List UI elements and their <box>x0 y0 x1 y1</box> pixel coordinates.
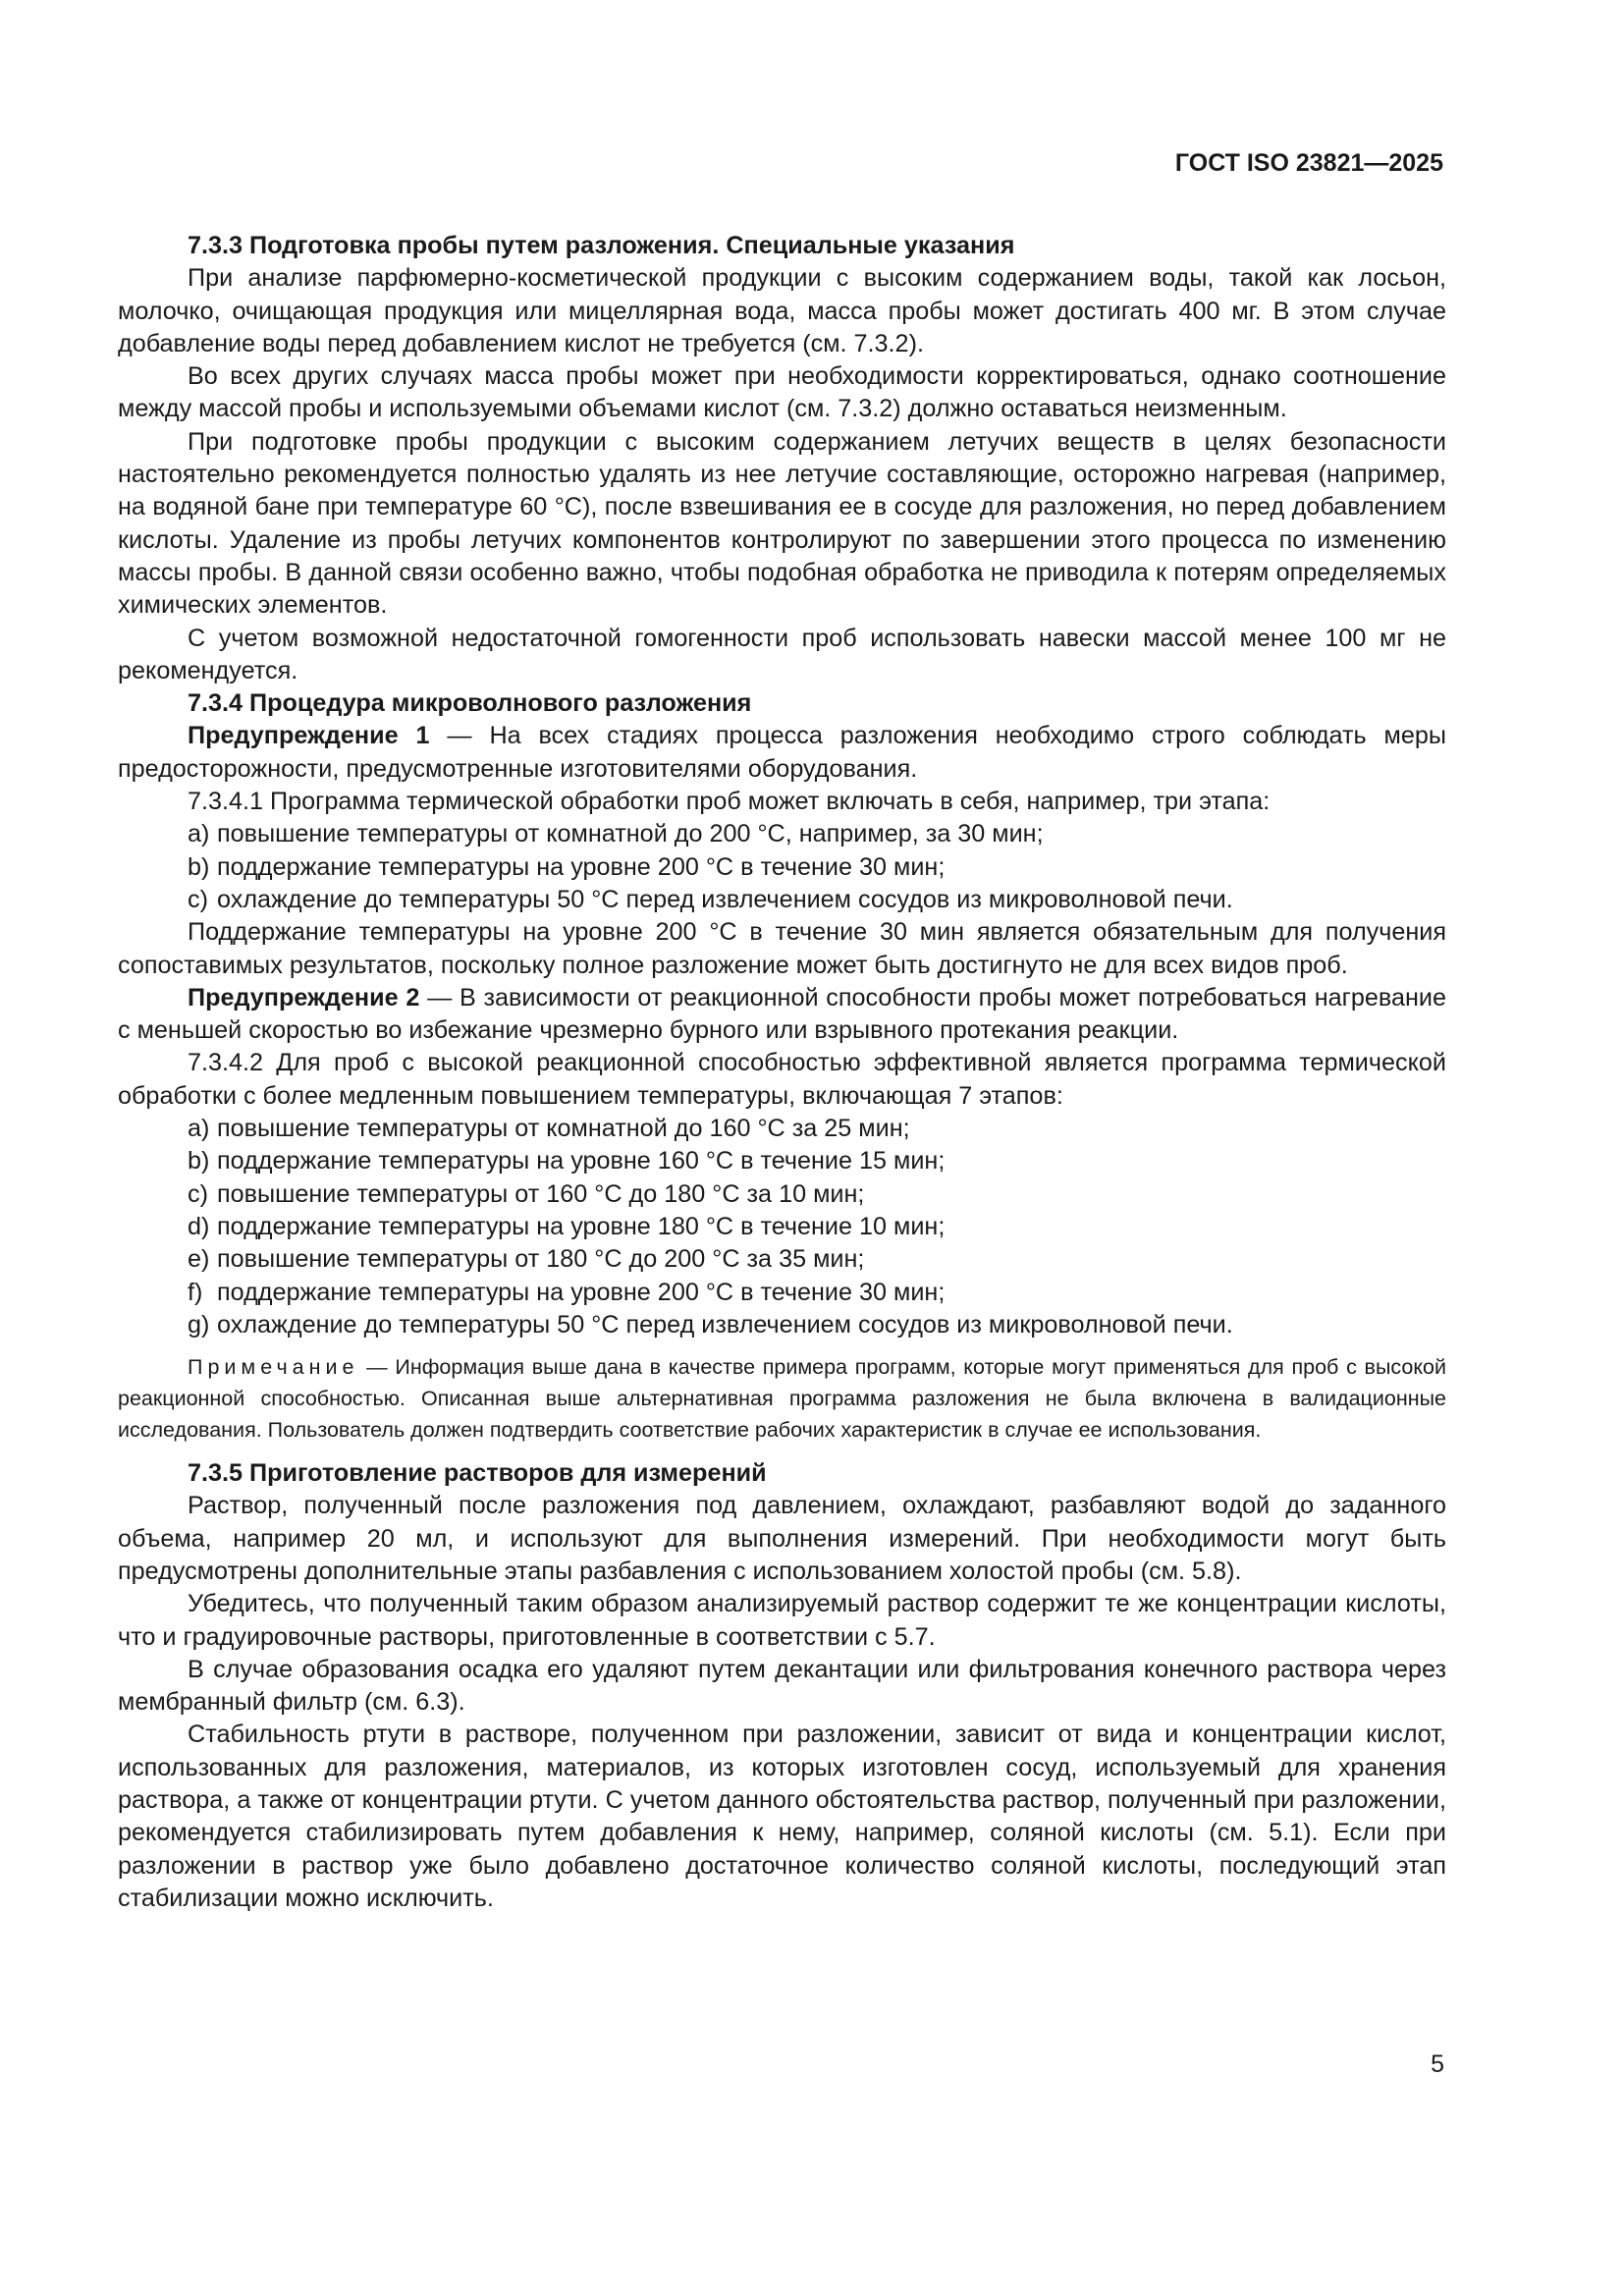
paragraph: Поддержание температуры на уровне 200 °C в течение 30 мин является обязательным для получения сопоставимых результатов, поскольку полное разложение может быть достигнуто не для всех видов проб. <box>118 918 1446 979</box>
warning-1 <box>118 720 1446 786</box>
list-item <box>118 884 1446 916</box>
list-item-text: поддержание температуры на уровне 180 °C в течение 10 мин; <box>217 1212 946 1240</box>
list-item-text: поддержание температуры на уровне 160 °C в течение 15 мин; <box>217 1147 946 1175</box>
paragraph: При анализе парфюмерно-косметической продукции с высоким содержанием воды, такой как лосьон, молочко, очищающая продукция или мицеллярная вода, масса пробы может достигать 400 мг. В этом случае добавление воды перед добавлением кислот не требуется (см. 7.3.2). <box>118 264 1446 357</box>
section-7-3-4-heading: 7.3.4 Процедура микроволнового разложения <box>188 689 752 718</box>
list-item <box>118 1309 1446 1341</box>
list-item-text: повышение температуры от 180 °C до 200 °C за 35 мин; <box>217 1245 865 1274</box>
section-7-3-5-heading: 7.3.5 Приготовление растворов для измерений <box>188 1459 767 1488</box>
list-item <box>118 1211 1446 1243</box>
program-list-2 <box>118 1113 1446 1341</box>
list-marker: c) <box>188 885 208 913</box>
paragraph: Во всех других случаях масса пробы может при необходимости корректироваться, однако соотношение между массой пробы и используемыми объемами кислот (см. 7.3.2) должно оставаться неизменным. <box>118 362 1446 423</box>
list-marker: b) <box>188 1147 210 1175</box>
paragraph: Стабильность ртути в растворе, полученном при разложении, зависит от вида и концентрации кислот, использованных для разложения, материалов, из которых изготовлен сосуд, используемый для хранения раствора, а также от концентрации ртути. С учетом данного обстоятельства раствор, полученный при разложении, рекомендуется стабилизировать путем добавления к нему, например, соляной кислоты (см. 5.1). Если при разложении в раствор уже было добавлено достаточное количество соляной кислоты, последующий этап стабилизации можно исключить. <box>118 1721 1446 1912</box>
list-item-text: охлаждение до температуры 50 °C перед извлечением сосудов из микроволновой печи. <box>217 1310 1233 1339</box>
list-item <box>118 1277 1446 1309</box>
warning-1-text: — На всех стадиях процесса разложения необходимо строго соблюдать меры предосторожности, предусмотренные изготовителями оборудования. <box>118 722 1446 783</box>
list-marker: c) <box>188 1179 208 1208</box>
list-marker: a) <box>188 820 210 848</box>
list-marker: g) <box>188 1310 210 1339</box>
list-marker: b) <box>188 852 210 881</box>
program-list-1 <box>118 818 1446 916</box>
list-item-text: повышение температуры от комнатной до 200 °C, например, за 30 мин; <box>217 820 1044 848</box>
list-marker: a) <box>188 1115 210 1143</box>
list-item <box>118 818 1446 850</box>
paragraph: Убедитесь, что полученный таким образом анализируемый раствор содержит те же концентрации кислоты, что и градуировочные растворы, приготовленные в соответствии с 5.7. <box>118 1590 1446 1651</box>
list-marker: f) <box>188 1278 203 1306</box>
paragraph-7-3-4-2: 7.3.4.2 Для проб с высокой реакционной способностью эффективной является программа термической обработки с более медленным повышением температуры, включающая 7 этапов: <box>118 1049 1446 1110</box>
paragraph: В случае образования осадка его удаляют путем декантации или фильтрования конечного раствора через мембранный фильтр (см. 6.3). <box>118 1655 1446 1717</box>
warning-2-label: Предупреждение 2 <box>188 983 420 1011</box>
page-body <box>118 230 1446 1915</box>
paragraph: С учетом возможной недостаточной гомогенности проб использовать навески массой менее 100 мг не рекомендуется. <box>118 624 1446 684</box>
section-7-3-3-heading: 7.3.3 Подготовка пробы путем разложения. Специальные указания <box>188 232 1015 259</box>
list-item <box>118 851 1446 884</box>
list-item-text: повышение температуры от 160 °C до 180 °C за 10 мин; <box>217 1179 865 1208</box>
paragraph: При подготовке пробы продукции с высоким содержанием летучих веществ в целях безопасности настоятельно рекомендуется полностью удалять из нее летучие составляющие, осторожно нагревая (например, на водяной бане при температуре 60 °C), после взвешивания ее в сосуде для разложения, но перед добавлением кислоты. Удаление из пробы летучих компонентов контролируют по завершении этого процесса по изменению массы пробы. В данной связи особенно важно, чтобы подобная обработка не приводила к потерям определяемых химических элементов. <box>118 427 1446 620</box>
list-item-text: повышение температуры от комнатной до 160 °C за 25 мин; <box>217 1115 910 1143</box>
note <box>118 1351 1446 1446</box>
paragraph-7-3-4-1: 7.3.4.1 Программа термической обработки проб может включать в себя, например, три этапа: <box>188 788 1271 816</box>
note-text: — Информация выше дана в качестве примера программ, которые могут применяться для проб с высокой реакционной способностью. Описанная выше альтернативная программа разложения не была включена в валидационные исследования. Пользователь должен подтвердить соответствие рабочих характеристик в случае ее использования. <box>118 1355 1446 1443</box>
paragraph: Раствор, полученный после разложения под давлением, охлаждают, разбавляют водой до заданного объема, например 20 мл, и используют для выполнения измерений. При необходимости могут быть предусмотрены дополнительные этапы разбавления с использованием холостой пробы (см. 5.8). <box>118 1492 1446 1585</box>
list-item-text: поддержание температуры на уровне 200 °C в течение 30 мин; <box>217 1278 946 1306</box>
list-item-text: охлаждение до температуры 50 °C перед извлечением сосудов из микроволновой печи. <box>217 885 1233 913</box>
list-item <box>118 1145 1446 1177</box>
warning-1-label: Предупреждение 1 <box>188 722 430 750</box>
warning-2 <box>118 982 1446 1048</box>
warning-2-text: — В зависимости от реакционной способности пробы может потребоваться нагревание с меньшей скоростью во избежание чрезмерно бурного или взрывного протекания реакции. <box>118 983 1446 1045</box>
document-header: ГОСТ ISO 23821—2025 <box>1174 149 1443 177</box>
list-item <box>118 1113 1446 1145</box>
list-item <box>118 1178 1446 1211</box>
list-item <box>118 1243 1446 1276</box>
page-number: 5 <box>1431 2050 1444 2078</box>
list-marker: e) <box>188 1245 210 1274</box>
note-label: Примечание <box>188 1355 359 1380</box>
list-marker: d) <box>188 1212 210 1240</box>
list-item-text: поддержание температуры на уровне 200 °C в течение 30 мин; <box>217 852 946 881</box>
